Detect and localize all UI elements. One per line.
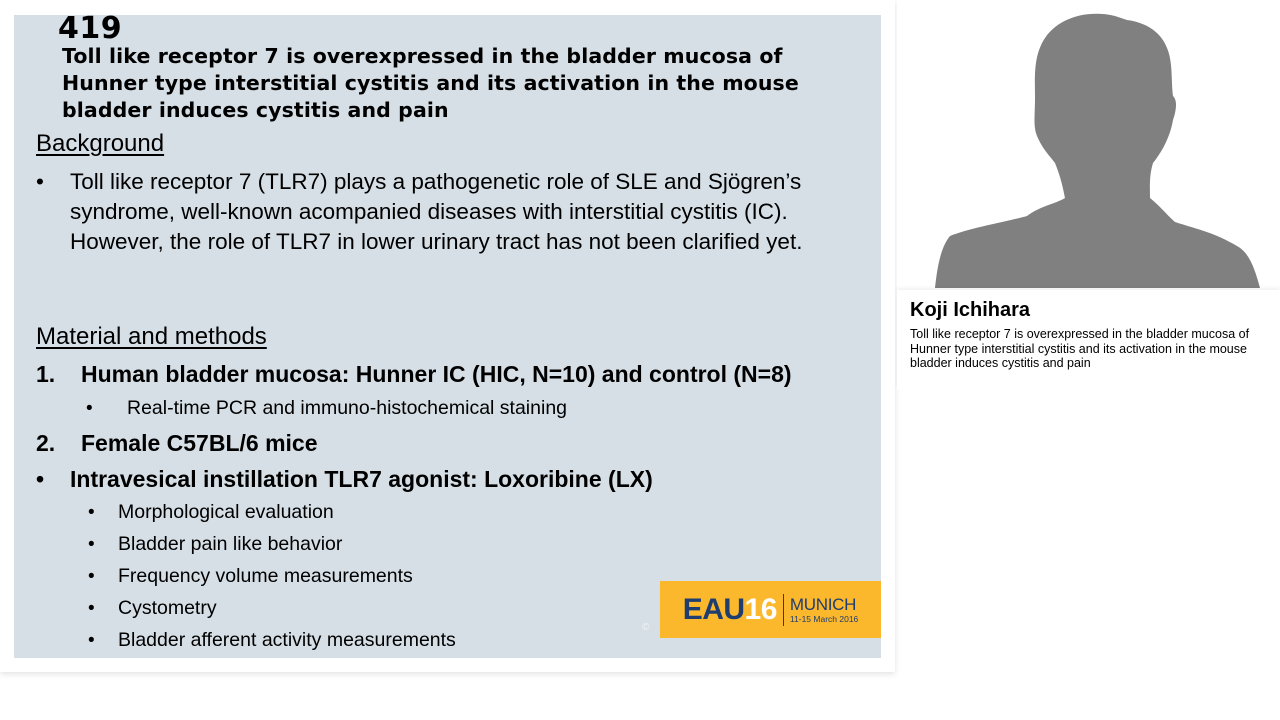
sub-item: [88, 533, 342, 556]
speaker-name: Koji Ichihara: [910, 299, 1031, 321]
item-marker: 1.: [36, 361, 56, 387]
talk-title: Toll like receptor 7 is overexpressed in the bladder mucosa of Hunner type interstitial cystitis and its activation in the mouse bladder induces cystitis and pain: [910, 327, 1250, 370]
slide: [14, 11, 881, 658]
item-marker: •: [88, 534, 95, 555]
abstract-number: 419: [58, 11, 123, 46]
background-text: Toll like receptor 7 (TLR7) plays a pathogenetic role of SLE and Sjögren’s syndrome, well-known acompanied diseases with interstitial cystitis (IC). However, the role of TLR7 in lower urinary tract has not been clarified yet.: [70, 169, 803, 254]
item-marker: •: [88, 598, 95, 619]
sub-item: [88, 501, 334, 524]
item-marker: •: [86, 398, 93, 419]
item-marker: •: [88, 630, 95, 651]
item-marker: •: [88, 502, 95, 523]
item-text: Bladder pain like behavior: [118, 533, 343, 555]
sub-item: [88, 565, 413, 588]
person-silhouette-icon: [915, 8, 1260, 288]
eau16-logo: [660, 581, 881, 638]
slide-title: Toll like receptor 7 is overexpressed in the bladder mucosa of Hunner type interstitial cystitis and its activation in the mouse bladder induces cystitis and pain: [62, 44, 799, 122]
copyright-mark: ©: [642, 622, 650, 633]
background-bullet: [36, 167, 846, 257]
item-text: Real-time PCR and immuno-histochemical staining: [127, 397, 568, 419]
item-text: Bladder afferent activity measurements: [118, 629, 456, 651]
logo-year: 16: [744, 592, 777, 626]
item-text: Female C57BL/6 mice: [81, 430, 318, 456]
item-text: Cystometry: [118, 597, 217, 619]
bullet-marker: •: [36, 169, 44, 194]
logo-location: [790, 596, 858, 624]
logo-divider: [783, 594, 784, 626]
item-marker: 2.: [36, 430, 56, 456]
background-heading: Background: [36, 130, 165, 157]
item-text: Intravesical instillation TLR7 agonist: Loxoribine (LX): [70, 466, 653, 492]
methods-item-1: [36, 361, 792, 388]
methods-item-1-sub: [86, 397, 567, 420]
logo-brand: EAU: [682, 592, 745, 626]
speaker-video-panel: [897, 0, 1280, 290]
sub-item: [88, 597, 217, 620]
item-text: Human bladder mucosa: Hunner IC (HIC, N=10) and control (N=8): [81, 361, 792, 387]
item-marker: •: [88, 566, 95, 587]
item-text: Frequency volume measurements: [118, 565, 413, 587]
logo-dates: 11-15 March 2016: [789, 613, 859, 624]
item-marker: •: [36, 466, 45, 492]
speaker-info: [897, 290, 1280, 390]
logo-city: MUNICH: [789, 594, 857, 614]
sub-item: [88, 629, 456, 652]
methods-heading: Material and methods: [36, 323, 267, 350]
methods-item-2: [36, 430, 318, 457]
item-text: Morphological evaluation: [118, 501, 334, 523]
methods-item-instillation: [36, 466, 653, 493]
